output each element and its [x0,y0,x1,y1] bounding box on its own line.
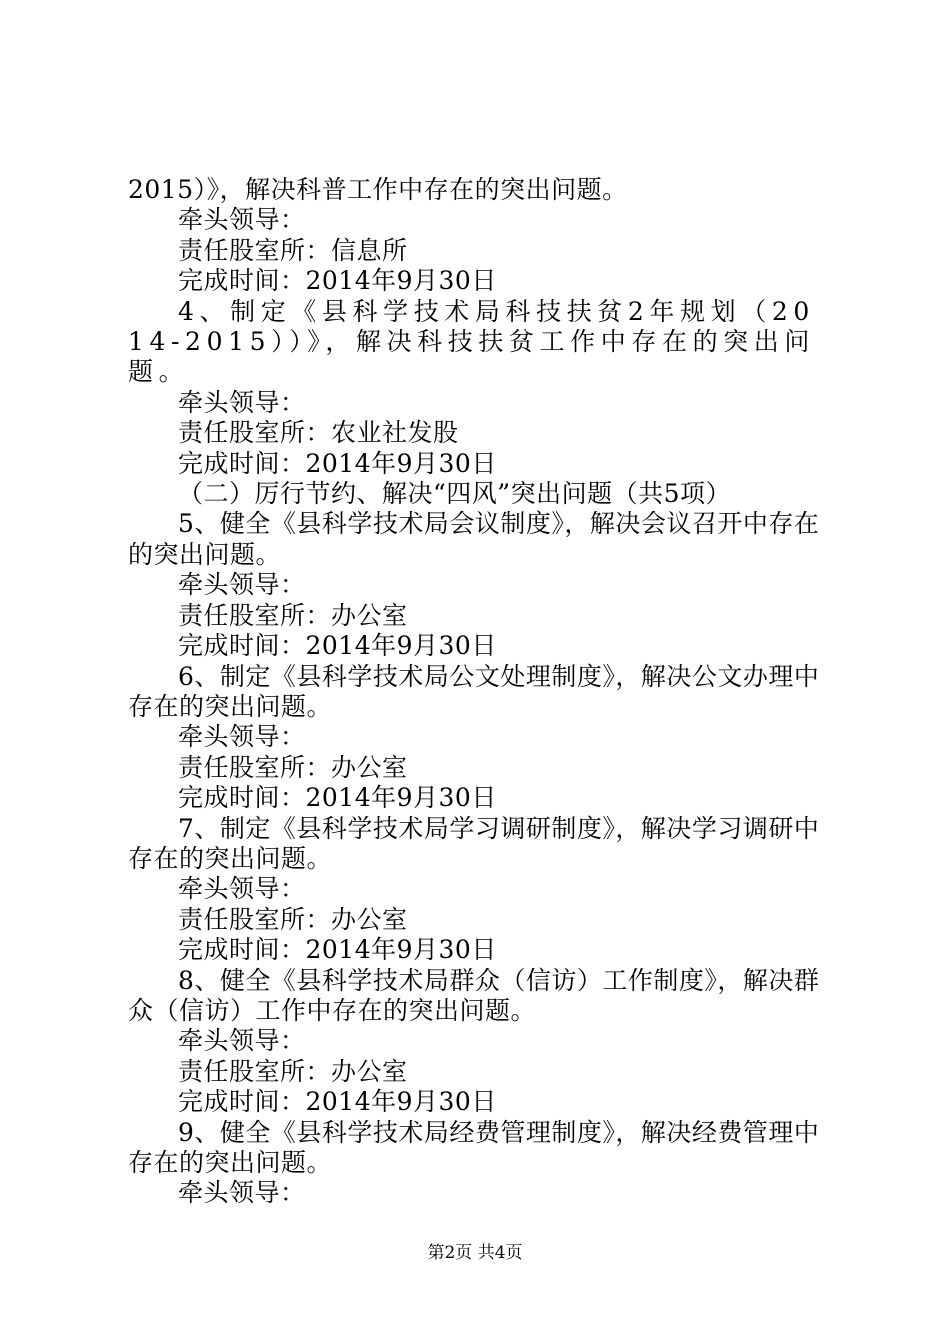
paragraph: 牵头领导： [178,570,306,600]
paragraph: （二）厉行节约、解决“四风”突出问题（共5项） [178,479,731,509]
paragraph: 责任股室所：农业社发股 [178,418,459,448]
paragraph: 2015）》，解决科普工作中存在的突出问题。 [128,175,628,204]
paragraph: 完成时间：2014年9月30日 [178,783,497,813]
paragraph: 牵头领导： [178,1026,306,1056]
paragraph: 责任股室所：办公室 [178,1056,408,1086]
paragraph: 牵头领导： [178,722,306,752]
paragraph: 责任股室所：信息所 [178,235,408,265]
paragraph: 完成时间：2014年9月30日 [178,1087,497,1117]
paragraph: 牵头领导： [178,387,306,417]
paragraph: 责任股室所：办公室 [178,600,408,630]
paragraph: 4、制定《县科学技术局科技扶贫2年规划（2014-2015））》，解决科技扶贫工作中存在的突出问题。 [128,296,815,387]
paragraph: 5、健全《县科学技术局会议制度》，解决会议召开中存在的突出问题。 [128,509,820,569]
paragraph: 6、制定《县科学技术局公文处理制度》，解决公文办理中存在的突出问题。 [128,661,820,721]
page-footer: 第2页 共4页 [427,1243,523,1263]
paragraph: 8、健全《县科学技术局群众（信访）工作制度》，解决群众（信访）工作中存在的突出问题。 [128,965,820,1025]
paragraph: 9、健全《县科学技术局经费管理制度》，解决经费管理中存在的突出问题。 [128,1117,820,1177]
document-body [128,175,832,1209]
paragraph: 牵头领导： [178,1178,306,1208]
paragraph: 牵头领导： [178,205,306,235]
paragraph: 责任股室所：办公室 [178,904,408,934]
paragraph: 7、制定《县科学技术局学习调研制度》，解决学习调研中存在的突出问题。 [128,813,820,873]
paragraph: 完成时间：2014年9月30日 [178,266,497,296]
paragraph: 完成时间：2014年9月30日 [178,935,497,965]
paragraph: 牵头领导： [178,874,306,904]
paragraph: 完成时间：2014年9月30日 [178,448,497,478]
paragraph: 责任股室所：办公室 [178,752,408,782]
paragraph: 完成时间：2014年9月30日 [178,631,497,661]
